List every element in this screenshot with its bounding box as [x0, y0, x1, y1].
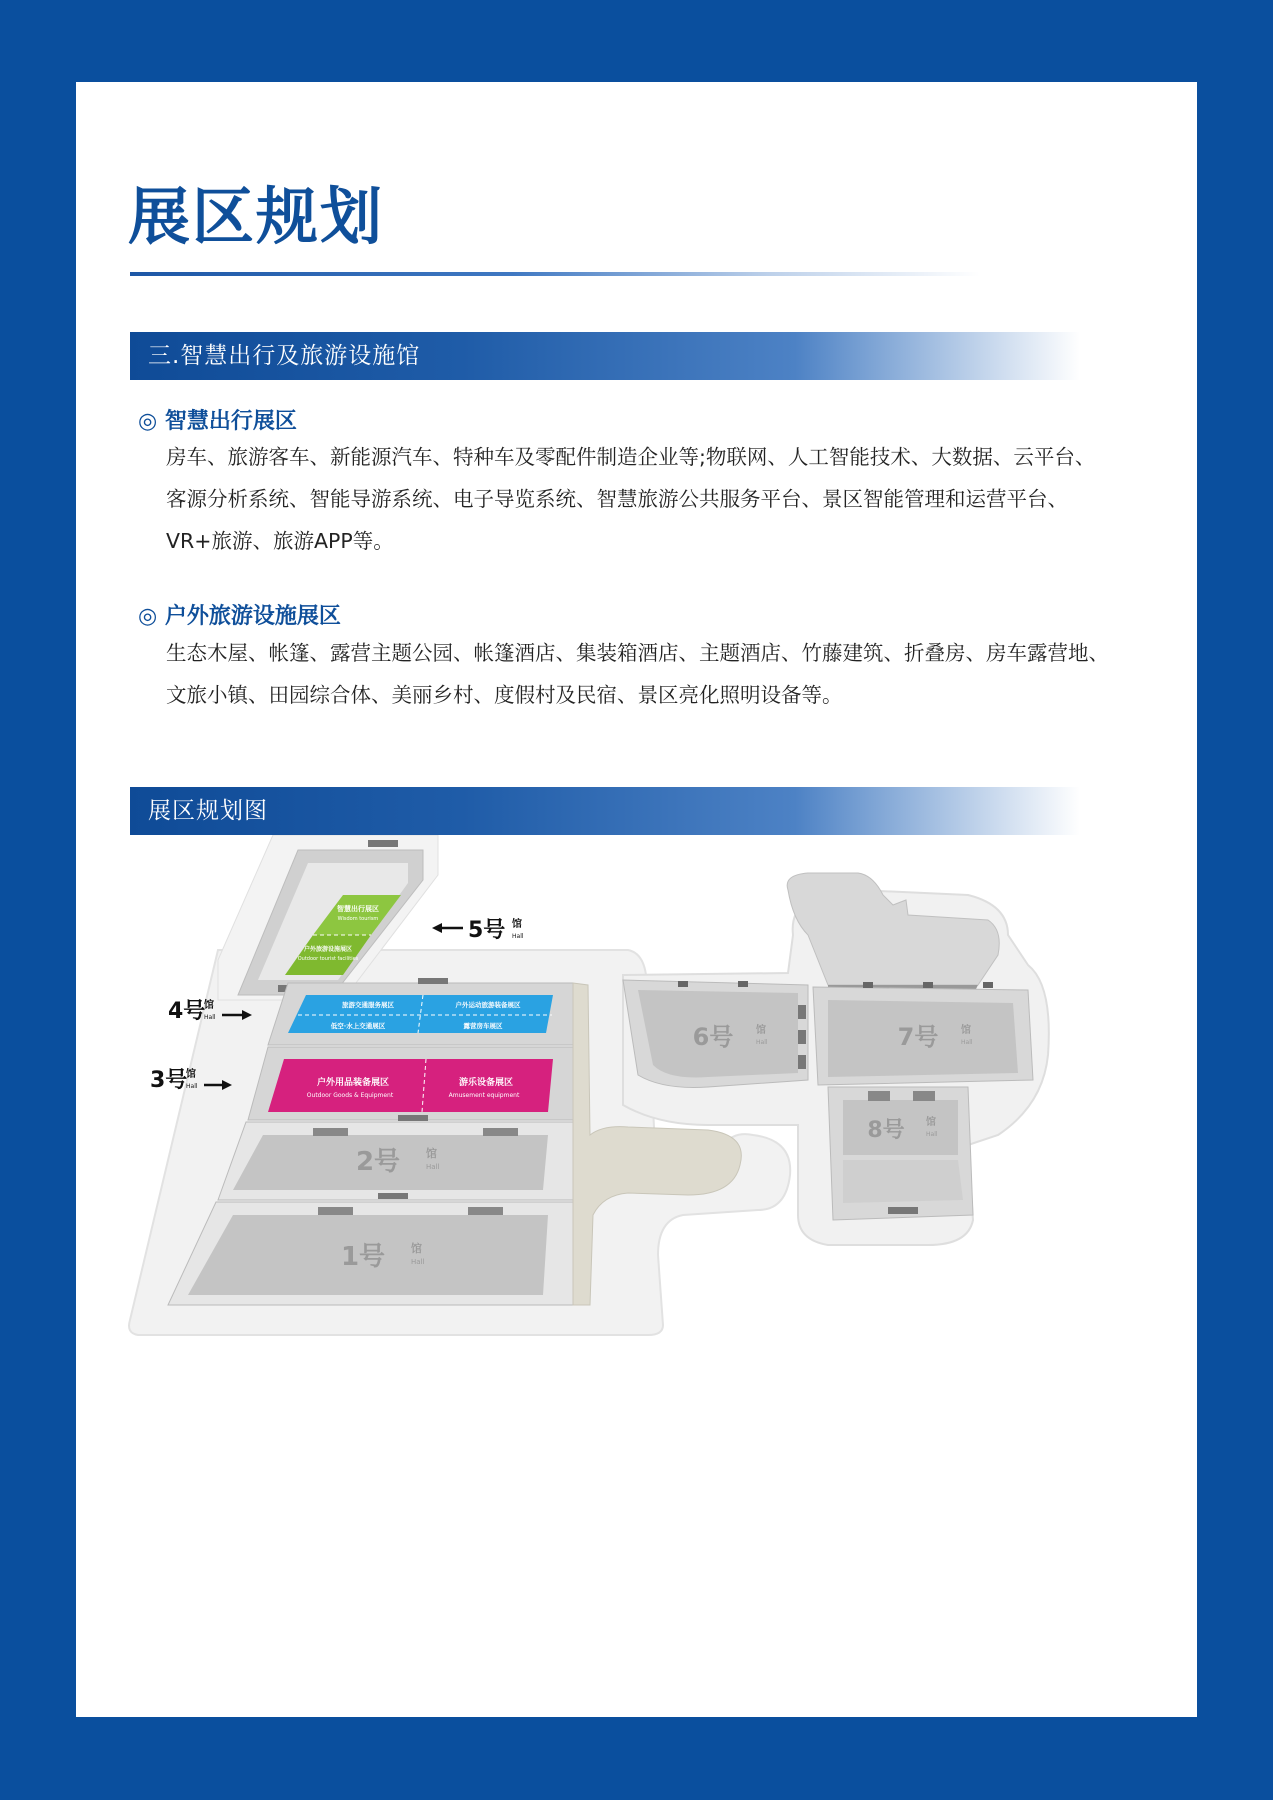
hall7-number: 7号	[897, 1023, 939, 1051]
text-line: 生态木屋、帐篷、露营主题公园、帐篷酒店、集装箱酒店、主题酒店、竹藤建筑、折叠房、房车露营地、	[166, 641, 1109, 665]
zone-desc-smart-travel	[166, 436, 1166, 562]
text-line: 文旅小镇、田园综合体、美丽乡村、度假村及民宿、景区亮化照明设备等。	[166, 683, 843, 707]
section-banner-pavilion: 三.智慧出行及旅游设施馆	[130, 332, 1080, 380]
hall2-en: Hall	[426, 1163, 440, 1171]
hall7-en: Hall	[961, 1039, 973, 1046]
hall4-number: 4号	[168, 999, 206, 1024]
floor-plan-map	[68, 835, 1108, 1575]
hall3-zone-a-en: Outdoor Goods & Equipment	[306, 1092, 394, 1099]
hall5-en: Hall	[512, 933, 524, 940]
hall6-en: Hall	[756, 1039, 768, 1046]
hall5-callout	[432, 917, 524, 943]
hall1-en: Hall	[411, 1258, 425, 1266]
zone-heading-smart-travel: ◎ 智慧出行展区	[138, 409, 297, 434]
floor-plan-svg	[68, 835, 1108, 1575]
hall1-suffix: 馆	[411, 1242, 422, 1255]
hall1-number: 1号	[340, 1242, 386, 1272]
hall6-suffix: 馆	[756, 1025, 766, 1036]
hall8-suffix: 馆	[926, 1117, 936, 1128]
section-banner-map: 展区规划图	[130, 787, 1080, 835]
hall3-zone-b: 游乐设备展区	[458, 1078, 514, 1088]
hall5-number: 5号	[468, 918, 506, 943]
hall3-zone-b-en: Amusement equipment	[448, 1092, 520, 1099]
hall-3	[248, 1047, 573, 1121]
hall6-number: 6号	[692, 1023, 734, 1051]
hall3-en: Hall	[186, 1083, 198, 1090]
hall-8	[828, 1087, 973, 1220]
text-line: 房车、旅游客车、新能源汽车、特种车及零配件制造企业等;物联网、人工智能技术、大数据、云平台、	[166, 445, 1096, 469]
hall3-number: 3号	[150, 1068, 188, 1093]
hall4-suffix: 馆	[204, 1000, 214, 1011]
zone-desc-outdoor	[166, 632, 1166, 716]
hall4-zone-c: 低空·水上交通展区	[330, 1022, 386, 1030]
hall2-number: 2号	[355, 1147, 401, 1177]
title-divider	[130, 272, 980, 276]
hall4-zone-b: 户外运动旅游装备展区	[455, 1001, 521, 1009]
text-line: 客源分析系统、智能导游系统、电子导览系统、智慧旅游公共服务平台、景区智能管理和运营平台、	[166, 487, 1068, 511]
hall7-suffix: 馆	[961, 1025, 971, 1036]
hall4-en: Hall	[204, 1014, 216, 1021]
hall5-zone-outdoor-label: 户外旅游设施展区	[303, 946, 353, 953]
hall8-en: Hall	[926, 1131, 938, 1138]
hall4-zone-d: 露营房车展区	[463, 1022, 503, 1030]
hall5-suffix: 馆	[512, 919, 522, 930]
hall5-zone-outdoor-en: Outdoor tourist facilities	[297, 956, 359, 962]
zone-heading-outdoor: ◎ 户外旅游设施展区	[138, 604, 341, 629]
text-line: VR+旅游、旅游APP等。	[166, 529, 394, 553]
hall2-suffix: 馆	[426, 1147, 437, 1160]
hall5-zone-smart-en: Wisdom tourism	[337, 916, 379, 922]
hall8-number: 8号	[867, 1118, 905, 1143]
hall3-suffix: 馆	[186, 1069, 196, 1080]
hall3-zone-a: 户外用品装备展区	[316, 1078, 390, 1088]
hall5-zone-smart-label: 智慧出行展区	[337, 905, 379, 913]
hall4-zone-a: 旅游交通服务展区	[342, 1001, 394, 1009]
hall-4	[268, 978, 573, 1045]
page-title: 展区规划	[128, 180, 385, 253]
